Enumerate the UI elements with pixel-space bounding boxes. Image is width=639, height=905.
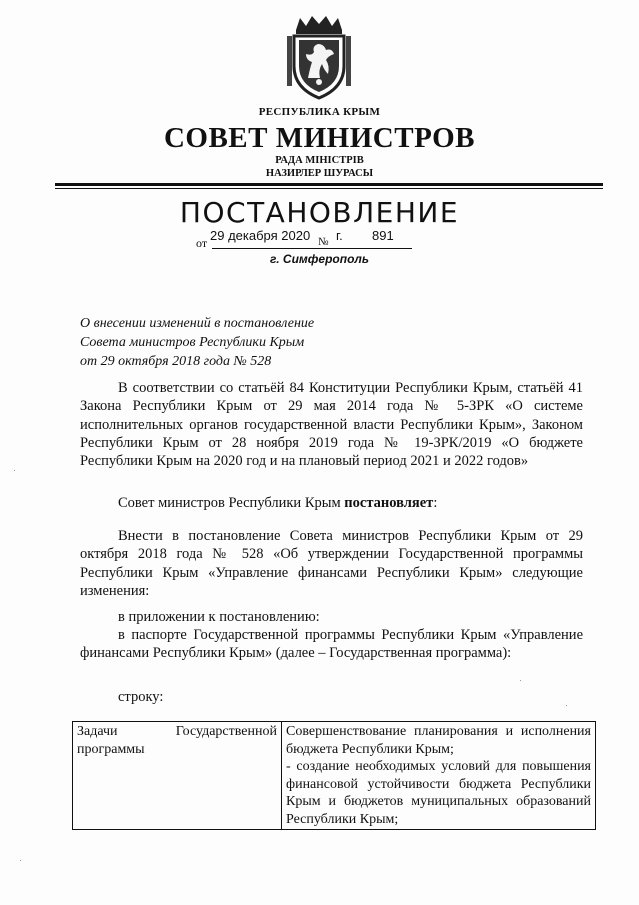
- scan-speck: [14, 470, 15, 471]
- amendment-paragraph: Внести в постановление Совета министров Республики Крым от 29 октября 2018 года № 528 «Об утверждении Государственной программы Республики Крым «Управление финансами Республики Крым» следующие изменения:: [80, 528, 583, 599]
- date-prefix: от: [196, 236, 208, 250]
- date-number-line: [190, 230, 430, 250]
- document-number: 891: [372, 228, 394, 243]
- resolves-text: Совет министров Республики Крым: [118, 495, 345, 511]
- document-subject: [80, 314, 314, 371]
- row-label-paragraph: строку:: [118, 689, 164, 705]
- document-type-title: ПОСТАНОВЛЕНИЕ: [179, 196, 460, 229]
- table-row: [73, 722, 596, 830]
- annex-paragraph: в приложении к постановлению:: [118, 609, 320, 625]
- passport-paragraph: в паспорте Государственной программы Республики Крым «Управление финансами Республики Крым» (далее – Государственная программа):: [80, 627, 583, 662]
- date-value: 29 декабря 2020: [210, 228, 311, 243]
- council-name: СОВЕТ МИНИСТРОВ: [163, 122, 476, 154]
- subject-line: от 29 октября 2018 года № 528: [80, 354, 272, 369]
- resolves-colon: :: [433, 495, 438, 511]
- header-rule-thick: [55, 183, 603, 186]
- council-name-ukrainian: РАДА МІНІСТРІВ: [275, 155, 364, 166]
- preamble-paragraph: В соответствии со статьёй 84 Конституции Республики Крым, статьёй 41 Закона Республики Крым от 29 мая 2014 года № 5-ЗРК «О системе исполнительных органов государственной власти Республики Крым», Законом Республики Крым от 28 ноября 2019 года № 19-ЗРК/2019 «О бюджете Республики Крым на 2020 год и на плановый период 2021 и 2022 годов»: [80, 380, 583, 470]
- scan-speck: [20, 860, 21, 861]
- city: г. Симферополь: [270, 252, 369, 266]
- table-cell-content: [282, 722, 596, 830]
- council-name-crimean-tatar: НАЗИРЛЕР ШУРАСЫ: [265, 168, 374, 179]
- program-table: [72, 721, 596, 830]
- scan-speck: [520, 680, 521, 681]
- resolves-paragraph: [80, 494, 583, 512]
- task-item: - создание необходимых условий для повышения финансовой устойчивости бюджета Республики Крым и бюджетов муниципальных образований Республики Крым;: [286, 759, 591, 827]
- republic-name: РЕСПУБЛИКА КРЫМ: [258, 106, 381, 118]
- resolves-keyword: постановляет: [344, 495, 434, 511]
- date-underline: [212, 248, 412, 249]
- header-rule-thin: [55, 188, 603, 189]
- subject-line: Совета министров Республики Крым: [80, 335, 305, 350]
- task-item: Совершенствование планирования и исполнения бюджета Республики Крым;: [286, 724, 591, 757]
- crimea-coat-of-arms-icon: [282, 12, 356, 100]
- scan-speck: [566, 705, 567, 706]
- number-sign: №: [318, 236, 329, 248]
- subject-line: О внесении изменений в постановление: [80, 316, 315, 331]
- table-cell-label: Задачи Государственной программы: [73, 722, 282, 830]
- year-suffix: г.: [336, 228, 343, 243]
